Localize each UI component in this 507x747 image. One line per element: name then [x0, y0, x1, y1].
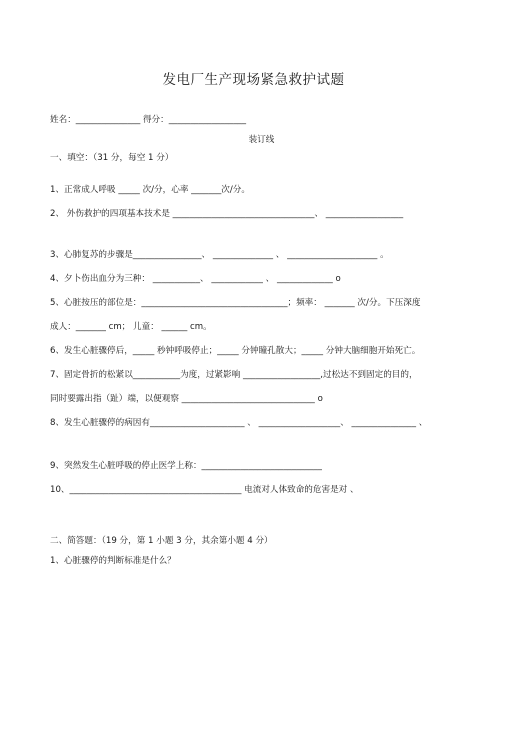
question-9: 9、突然发生心脏呼吸的停止医学上称：____________________________ — [50, 461, 322, 471]
question-4: 4、夕卜伤出血分为三种： ___________、 ____________ 、 _____________ o — [50, 274, 341, 284]
question-5-continued: 成人：_______ cm； 儿童： ______ cm。 — [50, 322, 212, 332]
section2-question-1: 1、心脏骤停的判断标准是什么？ — [50, 556, 176, 566]
section2-heading: 二、简答题：（19 分，第 1 小题 3 分，其余第小题 4 分） — [50, 536, 273, 546]
question-7-continued: 同时要露出指（趾）端，以便观察 _______________________________ o — [50, 394, 323, 404]
question-5: 5、心脏按压的部位是：__________________________________；频率： _______ 次/分。下压深度 — [50, 298, 421, 308]
question-1: 1、正常成人呼吸 _____ 次/分，心率 _______次/分。 — [50, 185, 250, 195]
name-score-line: 姓名：_______________ 得分：__________________ — [50, 115, 247, 125]
question-8: 8、发生心脏骤停的病因有______________________ 、 ___________________、 _______________ 、 — [50, 418, 428, 428]
question-6: 6、发生心脏骤停后，_____ 秒钟呼吸停止；_____ 分钟瞳孔散大；_____ 分钟大脑细胞开始死亡。 — [50, 346, 421, 356]
question-2: 2、 外伤救护的四项基本技术是 _________________________________、 __________________ — [50, 209, 404, 219]
exam-title: 发电厂生产现场紧急救护试题 — [162, 72, 345, 88]
question-10: 10、________________________________________ 电流对人体致命的危害是对 、 — [50, 485, 359, 495]
question-3: 3、心肺复苏的步骤是________________、 ______________ 、 _____________________ 。 — [50, 250, 389, 260]
section1-heading: 一、填空：（31 分，每空 1 分） — [50, 153, 174, 163]
question-7: 7、固定骨折的松紧以___________为度，过紧影响 __________________,过松达不到固定的目的， — [50, 370, 418, 380]
binding-line-label: 装订线 — [248, 135, 275, 145]
